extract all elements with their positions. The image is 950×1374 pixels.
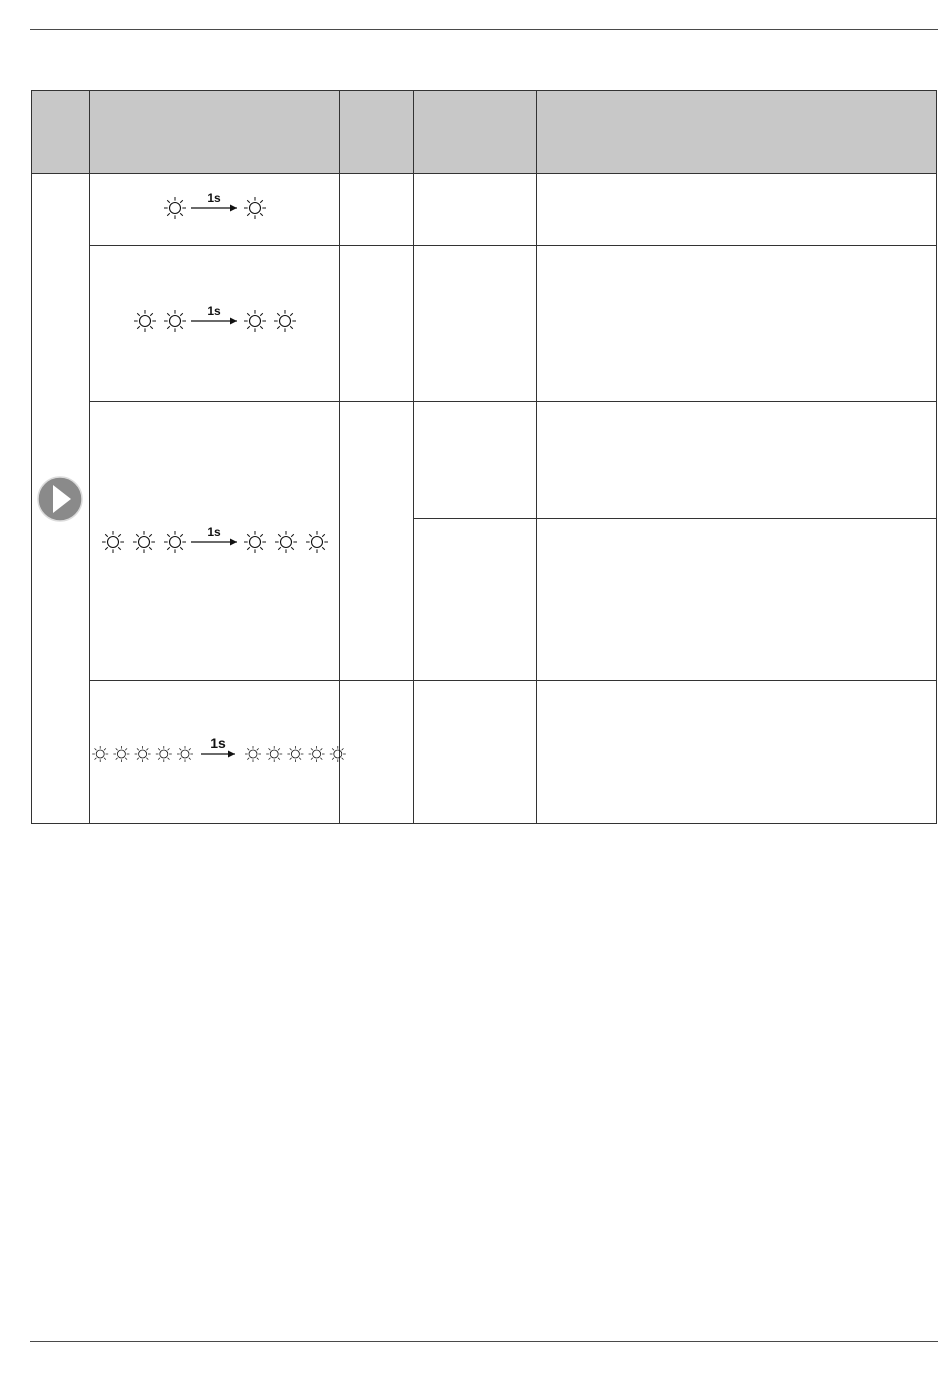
interval-label: 1s <box>210 735 226 751</box>
table-graphic <box>31 90 938 826</box>
header-band <box>32 91 937 174</box>
body-frame <box>32 174 937 824</box>
bottom-rule <box>30 1341 938 1342</box>
interval-label: 1s <box>207 191 221 205</box>
interval-label: 1s <box>207 525 221 539</box>
led-blink-table <box>31 90 938 831</box>
play-icon <box>38 477 82 521</box>
interval-label: 1s <box>207 304 221 318</box>
top-rule <box>30 29 938 30</box>
